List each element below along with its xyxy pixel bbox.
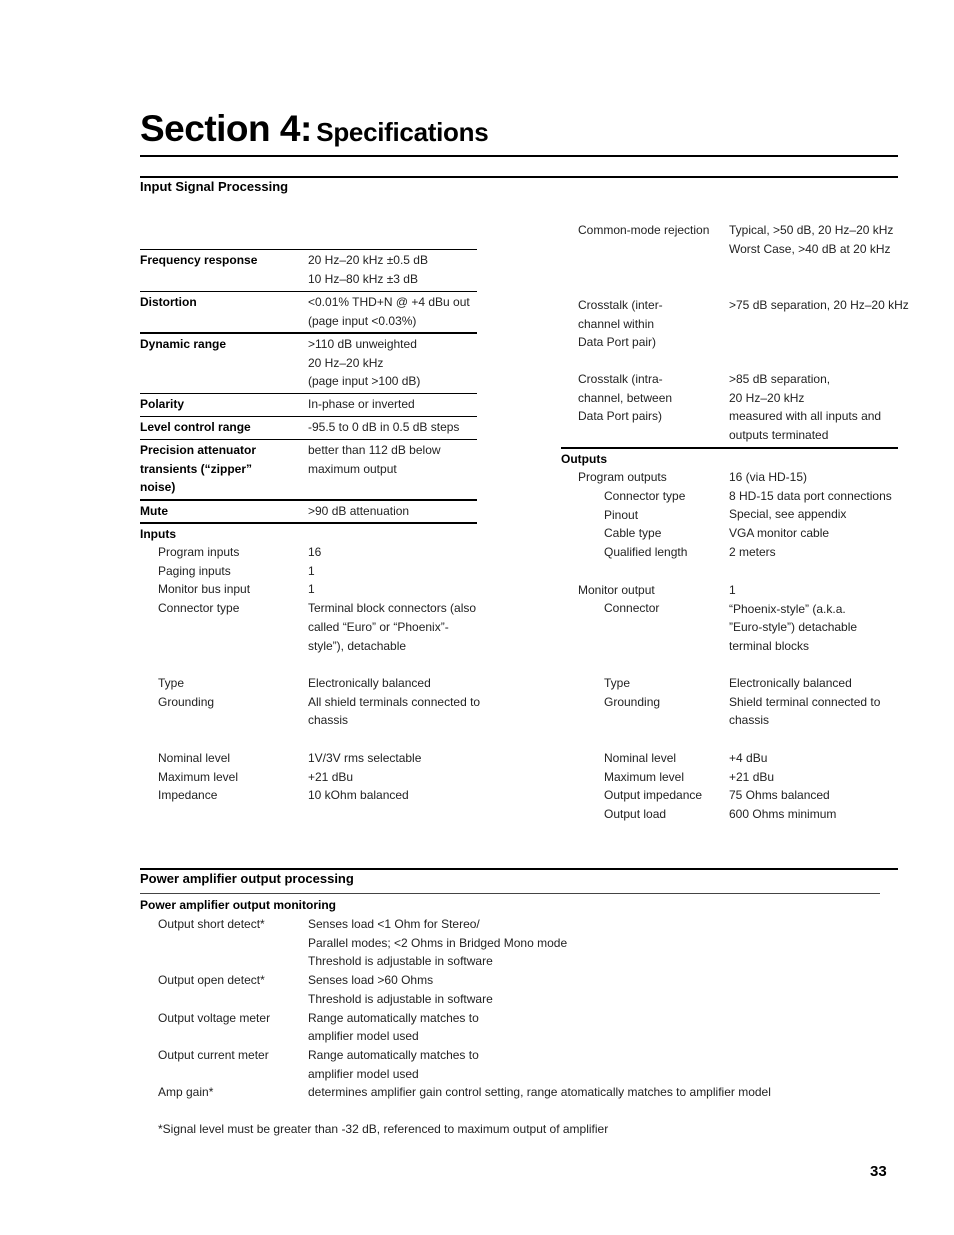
- value-line: Senses load >60 Ohms: [308, 973, 434, 988]
- label-line: Crosstalk (intra-: [578, 372, 663, 386]
- value-line: (page input <0.03%): [308, 313, 417, 328]
- label-line: Maximum level: [158, 769, 239, 784]
- value-line: 20 Hz–20 kHz: [308, 355, 384, 370]
- outputs-values-3: [729, 749, 836, 824]
- value-line: Threshold is adjustable in software: [308, 991, 493, 1006]
- row-divider: [140, 499, 477, 501]
- spec-label-monitor-output: Monitor output: [578, 583, 655, 597]
- input-processing-header: Input Signal Processing: [140, 179, 289, 194]
- value-line: ”Euro-style”) detachable: [729, 620, 858, 635]
- spec-label-mute: Mute: [140, 504, 168, 518]
- power-amp-values: [308, 915, 771, 1102]
- section-rule: [140, 868, 898, 870]
- value-line: Parallel modes; <2 Ohms in Bridged Mono mode: [308, 935, 568, 950]
- power-amp-subheader: Power amplifier output monitoring: [140, 898, 336, 912]
- label-line: channel, between: [578, 390, 673, 405]
- spec-value-frequency: [308, 251, 428, 288]
- row-divider: [561, 447, 898, 449]
- value-line: 20 Hz–20 kHz ±0.5 dB: [308, 253, 428, 267]
- label-line: Cable type: [604, 526, 662, 541]
- value-line: Range automatically matches to: [308, 1010, 479, 1025]
- spec-label-level-control: Level control range: [140, 420, 251, 434]
- value-line: 8 HD-15 data port connections: [729, 488, 892, 503]
- value-line: Terminal block connectors (also: [308, 601, 477, 616]
- label-line: Maximum level: [604, 769, 685, 784]
- spec-value-level-control: -95.5 to 0 dB in 0.5 dB steps: [308, 420, 460, 434]
- spec-value-distortion: [308, 293, 470, 330]
- value-line: 75 Ohms balanced: [729, 788, 830, 803]
- value-line: 1: [729, 583, 736, 597]
- value-line: determines amplifier gain control setting, range atomatically matches to amplifier model: [308, 1085, 771, 1100]
- label-line: Qualified length: [604, 545, 688, 560]
- value-line: chassis: [729, 713, 770, 728]
- section-subrule: [140, 893, 880, 894]
- value-line: 1: [308, 582, 315, 597]
- inputs-labels-3: [158, 749, 238, 805]
- row-divider: [140, 416, 477, 417]
- value-line: Shield terminal connected to: [729, 694, 881, 709]
- label-line: Output current meter: [158, 1047, 269, 1062]
- inputs-header: Inputs: [140, 527, 176, 541]
- outputs-header: Outputs: [561, 452, 607, 466]
- title-rule: [140, 155, 898, 157]
- label-line: Amp gain*: [158, 1085, 214, 1100]
- spec-label-polarity: Polarity: [140, 397, 185, 411]
- value-line: +4 dBu: [729, 751, 768, 765]
- value-line: outputs terminated: [729, 428, 829, 443]
- value-line: chassis: [308, 713, 349, 728]
- row-divider: [140, 332, 477, 334]
- value-line: 10 kOhm balanced: [308, 788, 409, 803]
- inputs-labels: [158, 543, 250, 618]
- value-line: (page input >100 dB): [308, 374, 421, 389]
- row-divider: [140, 291, 477, 292]
- spec-label-dynamic-range: Dynamic range: [140, 337, 227, 351]
- inputs-labels-2: [158, 674, 214, 711]
- value-line: called “Euro” or “Phoenix”-: [308, 619, 449, 634]
- spec-value-dynamic-range: [308, 335, 420, 391]
- page-number: 33: [870, 1163, 887, 1180]
- value-line: 1V/3V rms selectable: [308, 751, 422, 765]
- label-line: noise): [140, 480, 176, 495]
- outputs-values-2: [729, 674, 880, 730]
- label-line: channel within: [578, 316, 655, 331]
- spec-label-program-outputs: Program outputs: [578, 470, 667, 484]
- value-line: terminal blocks: [729, 639, 810, 654]
- label-line: Crosstalk (inter-: [578, 298, 663, 312]
- spec-value-crosstalk-intra: [729, 370, 881, 445]
- label-line: Connector type: [604, 489, 686, 503]
- value-line: Threshold is adjustable in software: [308, 954, 493, 969]
- value-line: <0.01% THD+N @ +4 dBu out: [308, 295, 470, 309]
- label-line: Data Port pairs): [578, 409, 663, 424]
- row-divider: [140, 249, 477, 250]
- label-line: Precision attenuator: [140, 443, 257, 457]
- row-divider: [140, 439, 477, 440]
- outputs-values: [729, 468, 892, 562]
- value-line: maximum output: [308, 461, 397, 476]
- footnote: *Signal level must be greater than -32 dB, referenced to maximum output of amplifier: [158, 1122, 609, 1136]
- value-line: Range automatically matches to: [308, 1047, 479, 1062]
- monitor-output-values: [729, 581, 857, 656]
- spec-label-distortion: Distortion: [140, 295, 197, 309]
- label-line: Pinout: [604, 507, 639, 522]
- value-line: >85 dB separation,: [729, 372, 831, 386]
- spec-label-connector: Connector: [604, 601, 660, 615]
- label-line: Output open detect*: [158, 973, 265, 988]
- section-number: Section 4:: [140, 108, 312, 149]
- value-line: measured with all inputs and: [729, 409, 882, 424]
- spec-label-cmr: Common-mode rejection: [578, 223, 710, 237]
- label-line: Impedance: [158, 788, 218, 803]
- value-line: 16 (via HD-15): [729, 470, 808, 484]
- value-line: style”), detachable: [308, 638, 407, 653]
- value-line: better than 112 dB below: [308, 443, 441, 457]
- inputs-values-3: [308, 749, 421, 805]
- label-line: Output short detect*: [158, 917, 265, 931]
- label-line: Output voltage meter: [158, 1010, 271, 1025]
- value-line: Special, see appendix: [729, 507, 847, 522]
- spec-label-frequency: Frequency response: [140, 253, 258, 267]
- page-title: [140, 108, 488, 150]
- value-line: Electronically balanced: [729, 676, 852, 690]
- section-rule: [140, 176, 898, 178]
- label-line: Data Port pair): [578, 335, 657, 350]
- value-line: +21 dBu: [308, 769, 354, 784]
- label-line: Connector type: [158, 601, 240, 616]
- value-line: 2 meters: [729, 544, 776, 559]
- value-line: Worst Case, >40 dB at 20 kHz: [729, 241, 891, 256]
- label-line: Type: [604, 676, 631, 690]
- value-line: 16: [308, 545, 322, 559]
- inputs-values-2: [308, 674, 480, 730]
- value-line: 10 Hz–80 kHz ±3 dB: [308, 271, 418, 286]
- outputs-labels-3: [604, 749, 702, 824]
- spec-value-mute: >90 dB attenuation: [308, 504, 410, 518]
- value-line: amplifier model used: [308, 1066, 419, 1081]
- row-divider: [140, 393, 477, 394]
- outputs-labels-2: [604, 674, 660, 711]
- value-line: 600 Ohms minimum: [729, 807, 837, 822]
- value-line: Senses load <1 Ohm for Stereo/: [308, 917, 480, 931]
- label-line: Type: [158, 676, 185, 690]
- value-line: 1: [308, 563, 315, 578]
- value-line: Typical, >50 dB, 20 Hz–20 kHz: [729, 223, 894, 237]
- label-line: Monitor bus input: [158, 582, 251, 597]
- label-line: Nominal level: [158, 751, 231, 765]
- label-line: transients (“zipper”: [140, 461, 253, 476]
- spec-label-crosstalk-inter: [578, 296, 663, 352]
- value-line: 20 Hz–20 kHz: [729, 390, 805, 405]
- label-line: Output load: [604, 807, 667, 822]
- spec-label-crosstalk-intra: [578, 370, 672, 426]
- row-divider: [140, 522, 477, 524]
- value-line: >110 dB unweighted: [308, 337, 417, 351]
- spec-value-polarity: In-phase or inverted: [308, 397, 415, 411]
- label-line: Program inputs: [158, 545, 240, 559]
- spec-value-crosstalk-inter: >75 dB separation, 20 Hz–20 kHz: [729, 298, 909, 312]
- power-amp-header: Power amplifier output processing: [140, 871, 354, 886]
- label-line: Output impedance: [604, 788, 703, 803]
- outputs-sublabels: [604, 487, 687, 562]
- value-line: amplifier model used: [308, 1029, 419, 1044]
- spec-value-cmr: [729, 221, 893, 258]
- label-line: Grounding: [158, 694, 215, 709]
- label-line: Nominal level: [604, 751, 677, 765]
- value-line: +21 dBu: [729, 769, 775, 784]
- label-line: Grounding: [604, 694, 661, 709]
- section-name: Specifications: [316, 117, 489, 147]
- spec-value-precision-attenuator: [308, 441, 441, 478]
- value-line: All shield terminals connected to: [308, 694, 481, 709]
- label-line: Paging inputs: [158, 563, 231, 578]
- power-amp-labels: [158, 915, 270, 1102]
- value-line: Electronically balanced: [308, 676, 431, 690]
- value-line: VGA monitor cable: [729, 526, 830, 541]
- inputs-values: [308, 543, 476, 655]
- value-line: “Phoenix-style” (a.k.a.: [729, 601, 846, 616]
- spec-label-precision-attenuator: [140, 441, 256, 497]
